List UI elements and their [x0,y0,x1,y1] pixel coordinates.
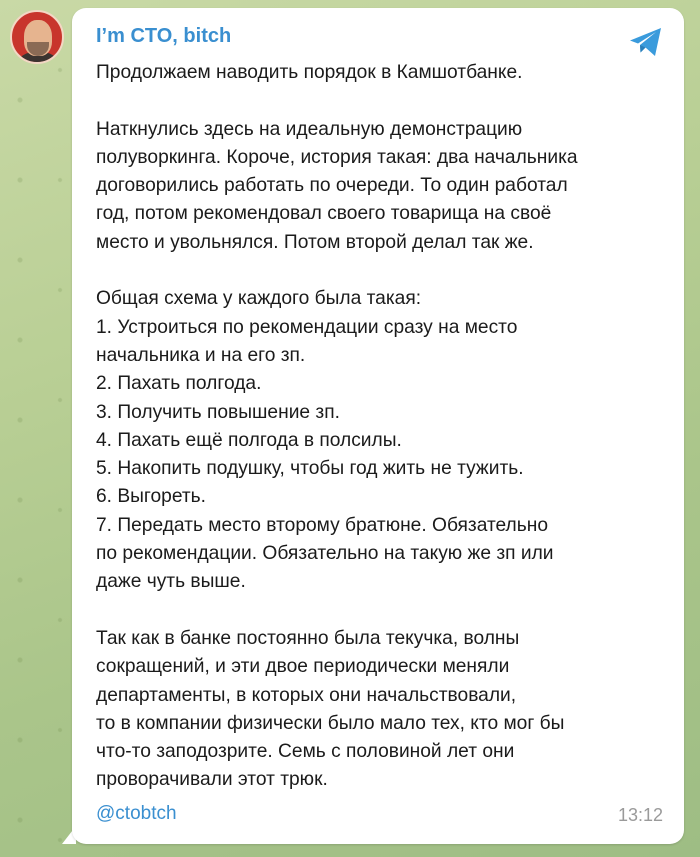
channel-handle-link[interactable]: @ctobtch [96,803,177,824]
message-time: 13:12 [617,805,663,825]
telegram-plane-icon[interactable] [628,26,664,58]
message-bubble [72,8,684,844]
channel-name[interactable]: I’m CTO, bitch [96,25,232,47]
channel-avatar[interactable] [10,10,64,64]
message-text: Продолжаем наводить порядок в Камшотбанке. Наткнулись здесь на идеальную демонстрацию полуворкинга. Короче, история такая: два начальника договорились работать по очереди. То один работал год, потом рекомендовал своего товарища на своё место и увольнялся. Потом второй делал так же. Общая схема у каждого была такая: 1. Устроиться по рекомендации сразу на место начальника и на его зп. 2. Пахать полгода. 3. Получить повышение зп. 4. Пахать ещё полгода в полсилы. 5. Накопить подушку, чтобы год жить не тужить. 6. Выгореть. 7. Передать место второму братюне. Обязательно по рекомендации. Обязательно на такую же зп или даже чуть выше. Так как в банке постоянно была текучка, волны сокращений, и эти двое периодически меняли департаменты, в которых они начальствовали, то в компании физически было мало тех, кто мог бы что-то заподозрите. Семь с половиной лет они проворачивали этот трюк. [96,62,578,791]
